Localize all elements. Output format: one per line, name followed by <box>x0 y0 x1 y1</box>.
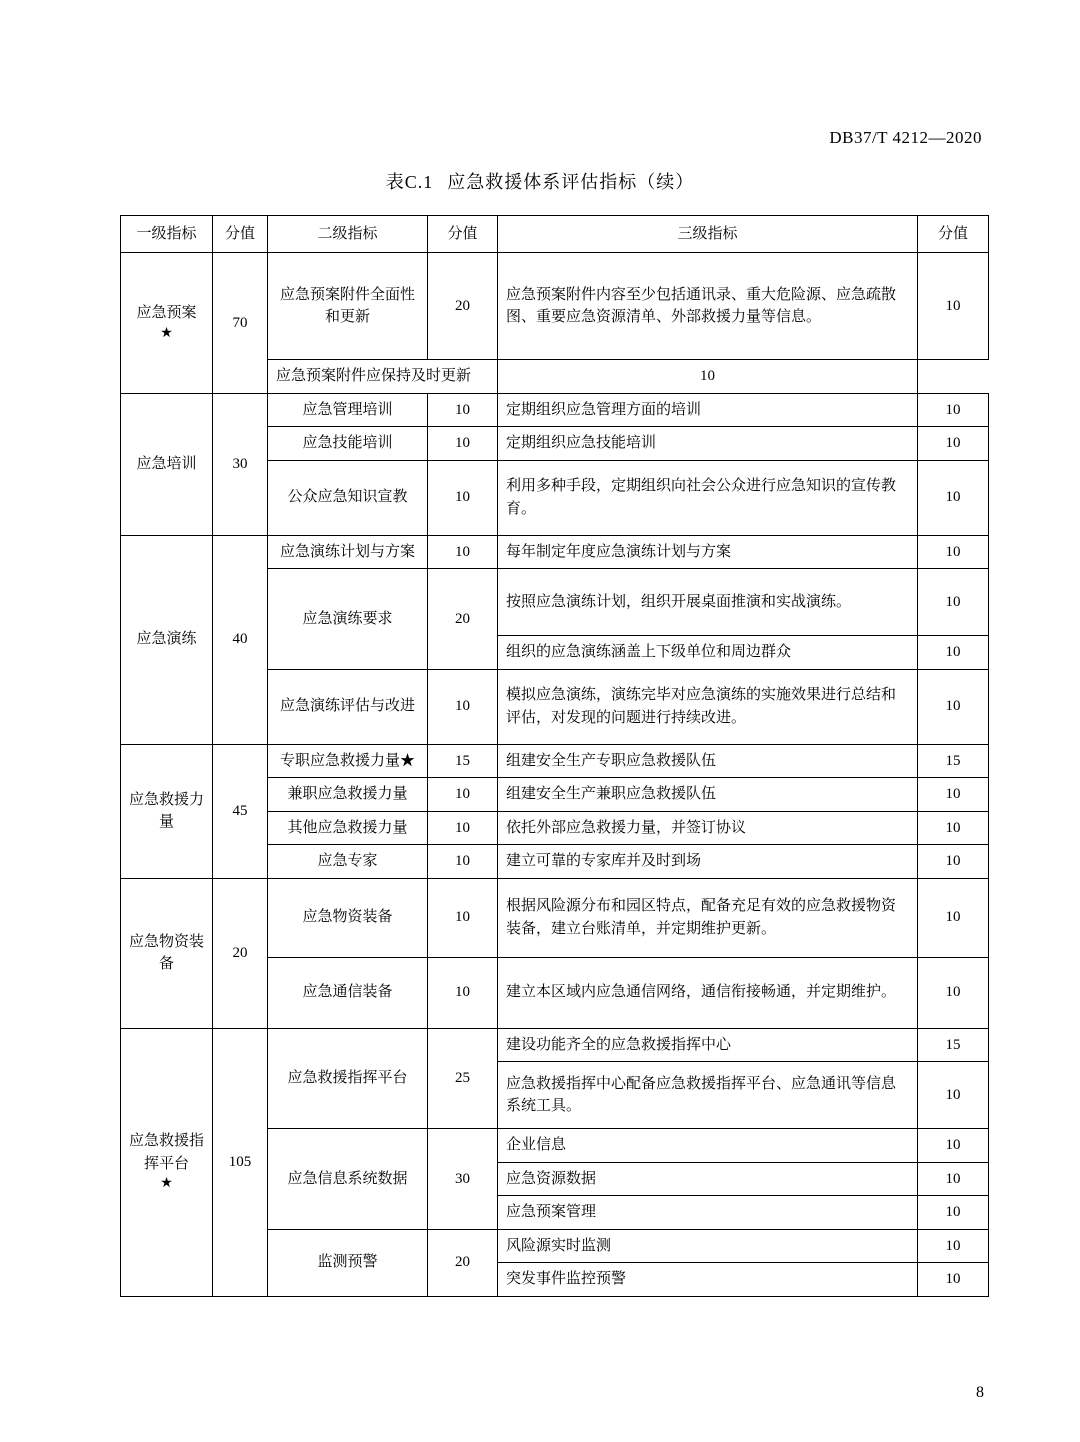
level3-label: 组建安全生产兼职应急救援队伍 <box>498 778 918 812</box>
level1-cell: 应急演练 <box>121 535 213 744</box>
level2-score: 20 <box>428 253 498 360</box>
level3-score: 10 <box>918 636 989 670</box>
level3-label: 定期组织应急技能培训 <box>498 427 918 461</box>
level2-label: 应急演练评估与改进 <box>268 669 428 744</box>
level1-score: 105 <box>213 1028 268 1296</box>
level2-score: 10 <box>428 535 498 569</box>
level2-score: 10 <box>428 427 498 461</box>
level2-score: 20 <box>428 569 498 670</box>
level2-label: 应急管理培训 <box>268 393 428 427</box>
level3-score: 10 <box>918 253 989 360</box>
priority-star-icon: ★ <box>160 1176 173 1192</box>
level2-score: 10 <box>428 669 498 744</box>
level3-score: 10 <box>918 569 989 636</box>
level3-label: 组织的应急演练涵盖上下级单位和周边群众 <box>498 636 918 670</box>
column-header-level3-score: 分值 <box>918 216 989 253</box>
level3-label: 建设功能齐全的应急救援指挥中心 <box>498 1028 918 1062</box>
column-header-level1: 一级指标 <box>121 216 213 253</box>
level3-label: 应急救援指挥中心配备应急救援指挥平台、应急通讯等信息系统工具。 <box>498 1062 918 1129</box>
level2-label: 专职应急救援力量★ <box>268 744 428 778</box>
level2-score: 10 <box>428 957 498 1028</box>
level1-cell <box>121 253 213 394</box>
level2-label: 兼职应急救援力量 <box>268 778 428 812</box>
level2-score: 25 <box>428 1028 498 1129</box>
level2-score: 30 <box>428 1129 498 1230</box>
level3-score: 10 <box>918 535 989 569</box>
level2-label: 应急演练要求 <box>268 569 428 670</box>
level3-score: 10 <box>918 811 989 845</box>
level3-label: 风险源实时监测 <box>498 1229 918 1263</box>
level2-score: 10 <box>428 778 498 812</box>
level2-label: 应急技能培训 <box>268 427 428 461</box>
page-number: 8 <box>976 1384 984 1401</box>
level3-label: 组建安全生产专职应急救援队伍 <box>498 744 918 778</box>
level1-cell: 应急培训 <box>121 393 213 535</box>
level2-score: 10 <box>428 845 498 879</box>
column-header-level2-score: 分值 <box>428 216 498 253</box>
level3-score: 10 <box>918 845 989 879</box>
table-row <box>121 535 989 569</box>
level3-score: 15 <box>918 1028 989 1062</box>
level2-label: 应急救援指挥平台 <box>268 1028 428 1129</box>
level1-cell: 应急救援力量 <box>121 744 213 878</box>
level3-score: 10 <box>918 1162 989 1196</box>
table-row <box>121 744 989 778</box>
level3-score: 15 <box>918 744 989 778</box>
level3-label: 模拟应急演练，演练完毕对应急演练的实施效果进行总结和评估，对发现的问题进行持续改进。 <box>498 669 918 744</box>
level2-score: 20 <box>428 1229 498 1296</box>
table-caption-main: 应急救援体系评估指标（续） <box>447 172 695 192</box>
level1-score: 20 <box>213 878 268 1028</box>
level2-label: 公众应急知识宣教 <box>268 460 428 535</box>
level2-label: 应急预案附件全面性和更新 <box>268 253 428 360</box>
level2-score: 15 <box>428 744 498 778</box>
level3-score: 10 <box>918 1062 989 1129</box>
table-row <box>121 1028 989 1062</box>
level2-label: 监测预警 <box>268 1229 428 1296</box>
level3-label: 建立可靠的专家库并及时到场 <box>498 845 918 879</box>
level3-label: 突发事件监控预警 <box>498 1263 918 1297</box>
level3-score: 10 <box>918 1263 989 1297</box>
level3-score: 10 <box>918 427 989 461</box>
level3-label: 定期组织应急管理方面的培训 <box>498 393 918 427</box>
level1-score: 30 <box>213 393 268 535</box>
level3-label: 按照应急演练计划，组织开展桌面推演和实战演练。 <box>498 569 918 636</box>
level3-score: 10 <box>918 1129 989 1163</box>
column-header-level1-score: 分值 <box>213 216 268 253</box>
level2-label: 其他应急救援力量 <box>268 811 428 845</box>
level2-score: 10 <box>428 811 498 845</box>
level3-score: 10 <box>918 669 989 744</box>
level3-score: 10 <box>918 878 989 957</box>
level3-label: 应急预案附件内容至少包括通讯录、重大危险源、应急疏散图、重要应急资源清单、外部救援力量等信息。 <box>498 253 918 360</box>
level3-label: 应急预案管理 <box>498 1196 918 1230</box>
level2-label: 应急物资装备 <box>268 878 428 957</box>
level2-label: 应急信息系统数据 <box>268 1129 428 1230</box>
level2-score: 10 <box>428 393 498 427</box>
level3-score: 10 <box>918 1229 989 1263</box>
level1-label: 应急预案 <box>136 305 197 322</box>
table-header-row <box>121 216 989 253</box>
level1-score: 45 <box>213 744 268 878</box>
level3-label: 应急预案附件应保持及时更新 <box>268 360 498 394</box>
table-caption-prefix: 表C.1 <box>385 172 434 192</box>
level2-score: 10 <box>428 878 498 957</box>
level3-label: 利用多种手段，定期组织向社会公众进行应急知识的宣传教育。 <box>498 460 918 535</box>
table-row <box>121 253 989 360</box>
level3-score: 10 <box>498 360 918 394</box>
level3-score: 10 <box>918 778 989 812</box>
priority-star-icon: ★ <box>160 325 173 341</box>
level3-label: 企业信息 <box>498 1129 918 1163</box>
level1-cell <box>121 1028 213 1296</box>
level3-label: 建立本区域内应急通信网络，通信衔接畅通，并定期维护。 <box>498 957 918 1028</box>
level3-label: 依托外部应急救援力量，并签订协议 <box>498 811 918 845</box>
level3-label: 应急资源数据 <box>498 1162 918 1196</box>
page-header-standard-code: DB37/T 4212—2020 <box>829 128 982 147</box>
level2-label: 应急专家 <box>268 845 428 879</box>
column-header-level3: 三级指标 <box>498 216 918 253</box>
level1-score: 70 <box>213 253 268 394</box>
table-row <box>121 393 989 427</box>
table-caption <box>0 168 1080 194</box>
level1-label: 应急救援指挥平台 <box>129 1133 205 1172</box>
level3-label: 每年制定年度应急演练计划与方案 <box>498 535 918 569</box>
level1-score: 40 <box>213 535 268 744</box>
table-row <box>121 878 989 957</box>
level2-label: 应急演练计划与方案 <box>268 535 428 569</box>
level3-score: 10 <box>918 393 989 427</box>
level2-label: 应急通信装备 <box>268 957 428 1028</box>
level3-score: 10 <box>918 460 989 535</box>
column-header-level2: 二级指标 <box>268 216 428 253</box>
level3-score: 10 <box>918 1196 989 1230</box>
level3-label: 根据风险源分布和园区特点，配备充足有效的应急救援物资装备，建立台账清单，并定期维护更新。 <box>498 878 918 957</box>
level1-cell: 应急物资装备 <box>121 878 213 1028</box>
level3-score: 10 <box>918 957 989 1028</box>
level2-score: 10 <box>428 460 498 535</box>
assessment-indicator-table <box>120 215 989 1297</box>
